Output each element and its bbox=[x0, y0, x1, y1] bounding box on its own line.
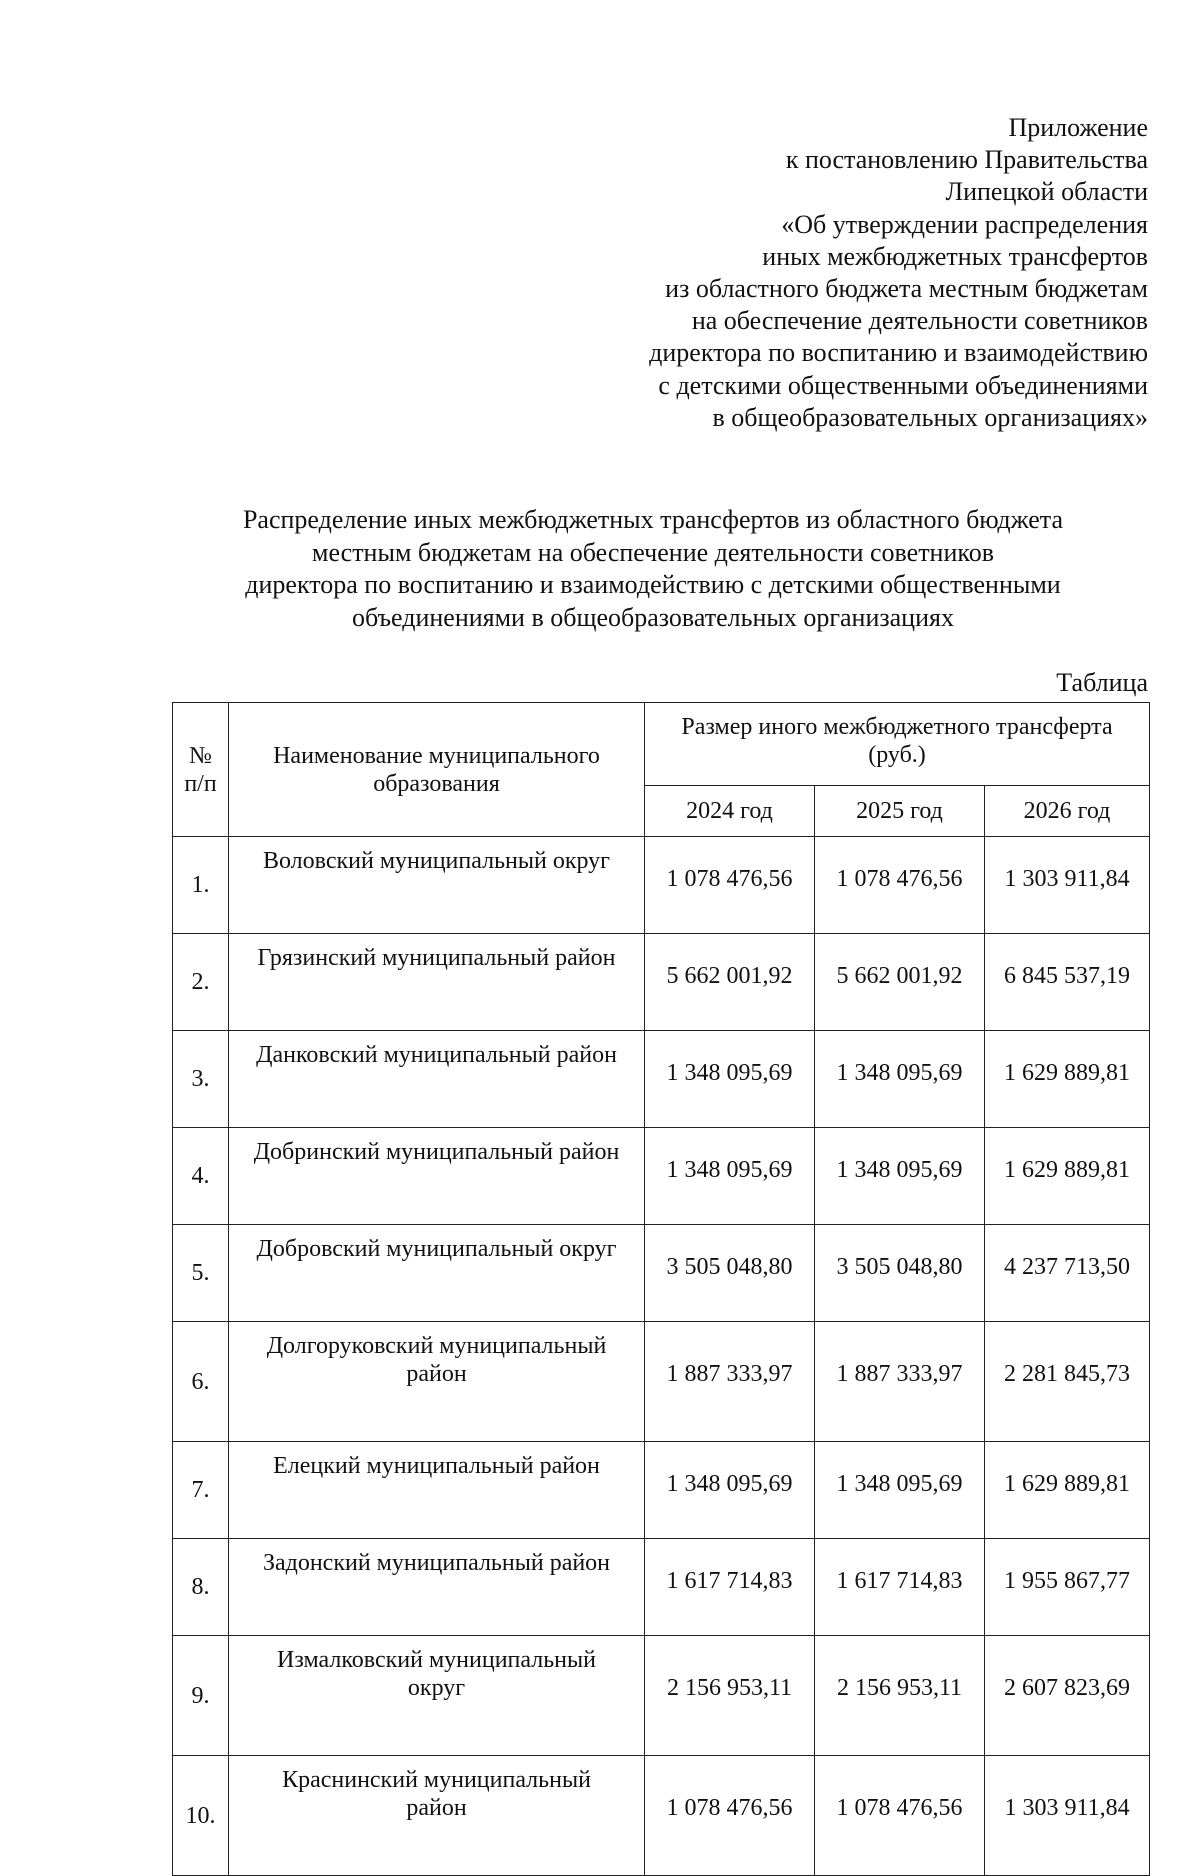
row-num: 3. bbox=[173, 1031, 229, 1128]
row-value-2026: 6 845 537,19 bbox=[985, 934, 1150, 1031]
row-name bbox=[229, 1225, 645, 1322]
row-name-line1: Добринский муниципальный район bbox=[253, 1139, 620, 1165]
header-amount-line1: Размер иного межбюджетного трансферта bbox=[681, 714, 1113, 740]
row-value-2024: 1 078 476,56 bbox=[645, 1756, 815, 1876]
row-name bbox=[229, 837, 645, 934]
row-num: 9. bbox=[173, 1636, 229, 1756]
header-year-2026: 2026 год bbox=[985, 786, 1150, 837]
header-num-line1: № bbox=[189, 742, 212, 769]
row-value-2025: 1 348 095,69 bbox=[815, 1128, 985, 1225]
header-name-line2: образования bbox=[373, 770, 500, 797]
row-name bbox=[229, 1539, 645, 1636]
row-name-line1: Данковский муниципальный район bbox=[256, 1042, 617, 1068]
row-value-2025: 1 887 333,97 bbox=[815, 1322, 985, 1442]
row-value-2025: 1 348 095,69 bbox=[815, 1031, 985, 1128]
row-value-2026: 1 629 889,81 bbox=[985, 1128, 1150, 1225]
row-value-2026: 1 629 889,81 bbox=[985, 1442, 1150, 1539]
row-value-2025: 1 348 095,69 bbox=[815, 1442, 985, 1539]
row-name bbox=[229, 1128, 645, 1225]
title-line: объединениями в общеобразовательных организациях bbox=[352, 602, 954, 632]
row-name-line1: Измалковский муниципальный bbox=[277, 1647, 596, 1673]
row-name bbox=[229, 1442, 645, 1539]
title-line: директора по воспитанию и взаимодействию с детскими общественными bbox=[245, 570, 1061, 599]
appendix-line: к постановлению Правительства bbox=[785, 145, 1148, 175]
row-name-line1: Долгоруковский муниципальный bbox=[266, 1333, 607, 1359]
row-name-line1: Воловский муниципальный округ bbox=[262, 848, 611, 874]
row-name bbox=[229, 1322, 645, 1442]
row-num: 4. bbox=[173, 1128, 229, 1225]
row-name bbox=[229, 1756, 645, 1876]
appendix-block bbox=[508, 112, 1148, 434]
appendix-line: в общеобразовательных организациях» bbox=[712, 402, 1148, 432]
row-name-line1: Добровский муниципальный округ bbox=[256, 1236, 617, 1262]
row-value-2025: 3 505 048,80 bbox=[815, 1225, 985, 1322]
table-row bbox=[173, 934, 1150, 1031]
row-num: 10. bbox=[173, 1756, 229, 1876]
row-name bbox=[229, 934, 645, 1031]
table-row bbox=[173, 1636, 1150, 1756]
row-value-2026: 1 629 889,81 bbox=[985, 1031, 1150, 1128]
row-value-2025: 1 617 714,83 bbox=[815, 1539, 985, 1636]
header-num-cell bbox=[173, 703, 229, 837]
row-value-2024: 1 887 333,97 bbox=[645, 1322, 815, 1442]
row-name-line1: Грязинский муниципальный район bbox=[257, 945, 616, 971]
table-row bbox=[173, 1128, 1150, 1225]
table-row bbox=[173, 1322, 1150, 1442]
row-name-line1: Задонский муниципальный район bbox=[262, 1550, 611, 1576]
row-value-2024: 3 505 048,80 bbox=[645, 1225, 815, 1322]
row-num: 7. bbox=[173, 1442, 229, 1539]
header-name-cell bbox=[229, 703, 645, 837]
appendix-line: «Об утверждении распределения bbox=[781, 209, 1148, 239]
appendix-line: директора по воспитанию и взаимодействию bbox=[649, 338, 1148, 368]
row-value-2026: 4 237 713,50 bbox=[985, 1225, 1150, 1322]
appendix-line: с детскими общественными объединениями bbox=[658, 370, 1148, 400]
appendix-line: из областного бюджета местным бюджетам bbox=[665, 274, 1148, 304]
row-num: 8. bbox=[173, 1539, 229, 1636]
title-line: Распределение иных межбюджетных трансфертов из областного бюджета bbox=[242, 505, 1064, 534]
row-value-2024: 1 617 714,83 bbox=[645, 1539, 815, 1636]
table-row bbox=[173, 1756, 1150, 1876]
row-name-line2: округ bbox=[407, 1675, 466, 1701]
row-value-2025: 5 662 001,92 bbox=[815, 934, 985, 1031]
row-value-2025: 1 078 476,56 bbox=[815, 837, 985, 934]
row-value-2024: 5 662 001,92 bbox=[645, 934, 815, 1031]
header-year-2024: 2024 год bbox=[645, 786, 815, 837]
header-year-2025: 2025 год bbox=[815, 786, 985, 837]
row-value-2026: 2 607 823,69 bbox=[985, 1636, 1150, 1756]
title-line: местным бюджетам на обеспечение деятельности советников bbox=[312, 537, 994, 567]
appendix-line: Липецкой области bbox=[945, 177, 1148, 207]
row-value-2024: 2 156 953,11 bbox=[645, 1636, 815, 1756]
table-row bbox=[173, 1442, 1150, 1539]
row-num: 1. bbox=[173, 837, 229, 934]
row-num: 6. bbox=[173, 1322, 229, 1442]
row-value-2026: 1 303 911,84 bbox=[985, 837, 1150, 934]
row-name bbox=[229, 1031, 645, 1128]
row-value-2026: 1 955 867,77 bbox=[985, 1539, 1150, 1636]
row-name bbox=[229, 1636, 645, 1756]
row-num: 5. bbox=[173, 1225, 229, 1322]
table-row bbox=[173, 1031, 1150, 1128]
header-amount-line2: (руб.) bbox=[868, 742, 926, 768]
row-num: 2. bbox=[173, 934, 229, 1031]
row-value-2025: 1 078 476,56 bbox=[815, 1756, 985, 1876]
distribution-table bbox=[172, 702, 1150, 1876]
row-value-2024: 1 348 095,69 bbox=[645, 1442, 815, 1539]
row-value-2025: 2 156 953,11 bbox=[815, 1636, 985, 1756]
header-name-line1: Наименование муниципального bbox=[273, 742, 600, 769]
appendix-line: иных межбюджетных трансфертов bbox=[762, 241, 1148, 271]
row-value-2024: 1 348 095,69 bbox=[645, 1031, 815, 1128]
row-value-2024: 1 078 476,56 bbox=[645, 837, 815, 934]
header-amount-cell bbox=[645, 703, 1150, 786]
header-num-line2: п/п bbox=[184, 770, 217, 797]
table-header-row bbox=[173, 703, 1150, 786]
appendix-line: на обеспечение деятельности советников bbox=[691, 306, 1148, 336]
table-row bbox=[173, 1539, 1150, 1636]
table-caption: Таблица bbox=[1056, 668, 1148, 697]
row-value-2026: 2 281 845,73 bbox=[985, 1322, 1150, 1442]
appendix-line: Приложение bbox=[1008, 113, 1148, 142]
table-row bbox=[173, 1225, 1150, 1322]
row-name-line1: Елецкий муниципальный район bbox=[273, 1453, 600, 1479]
row-name-line2: район bbox=[406, 1361, 467, 1387]
table-row bbox=[173, 837, 1150, 934]
row-name-line2: район bbox=[406, 1795, 467, 1821]
row-value-2026: 1 303 911,84 bbox=[985, 1756, 1150, 1876]
document-title bbox=[168, 504, 1138, 634]
row-name-line1: Краснинский муниципальный bbox=[282, 1767, 591, 1793]
row-value-2024: 1 348 095,69 bbox=[645, 1128, 815, 1225]
